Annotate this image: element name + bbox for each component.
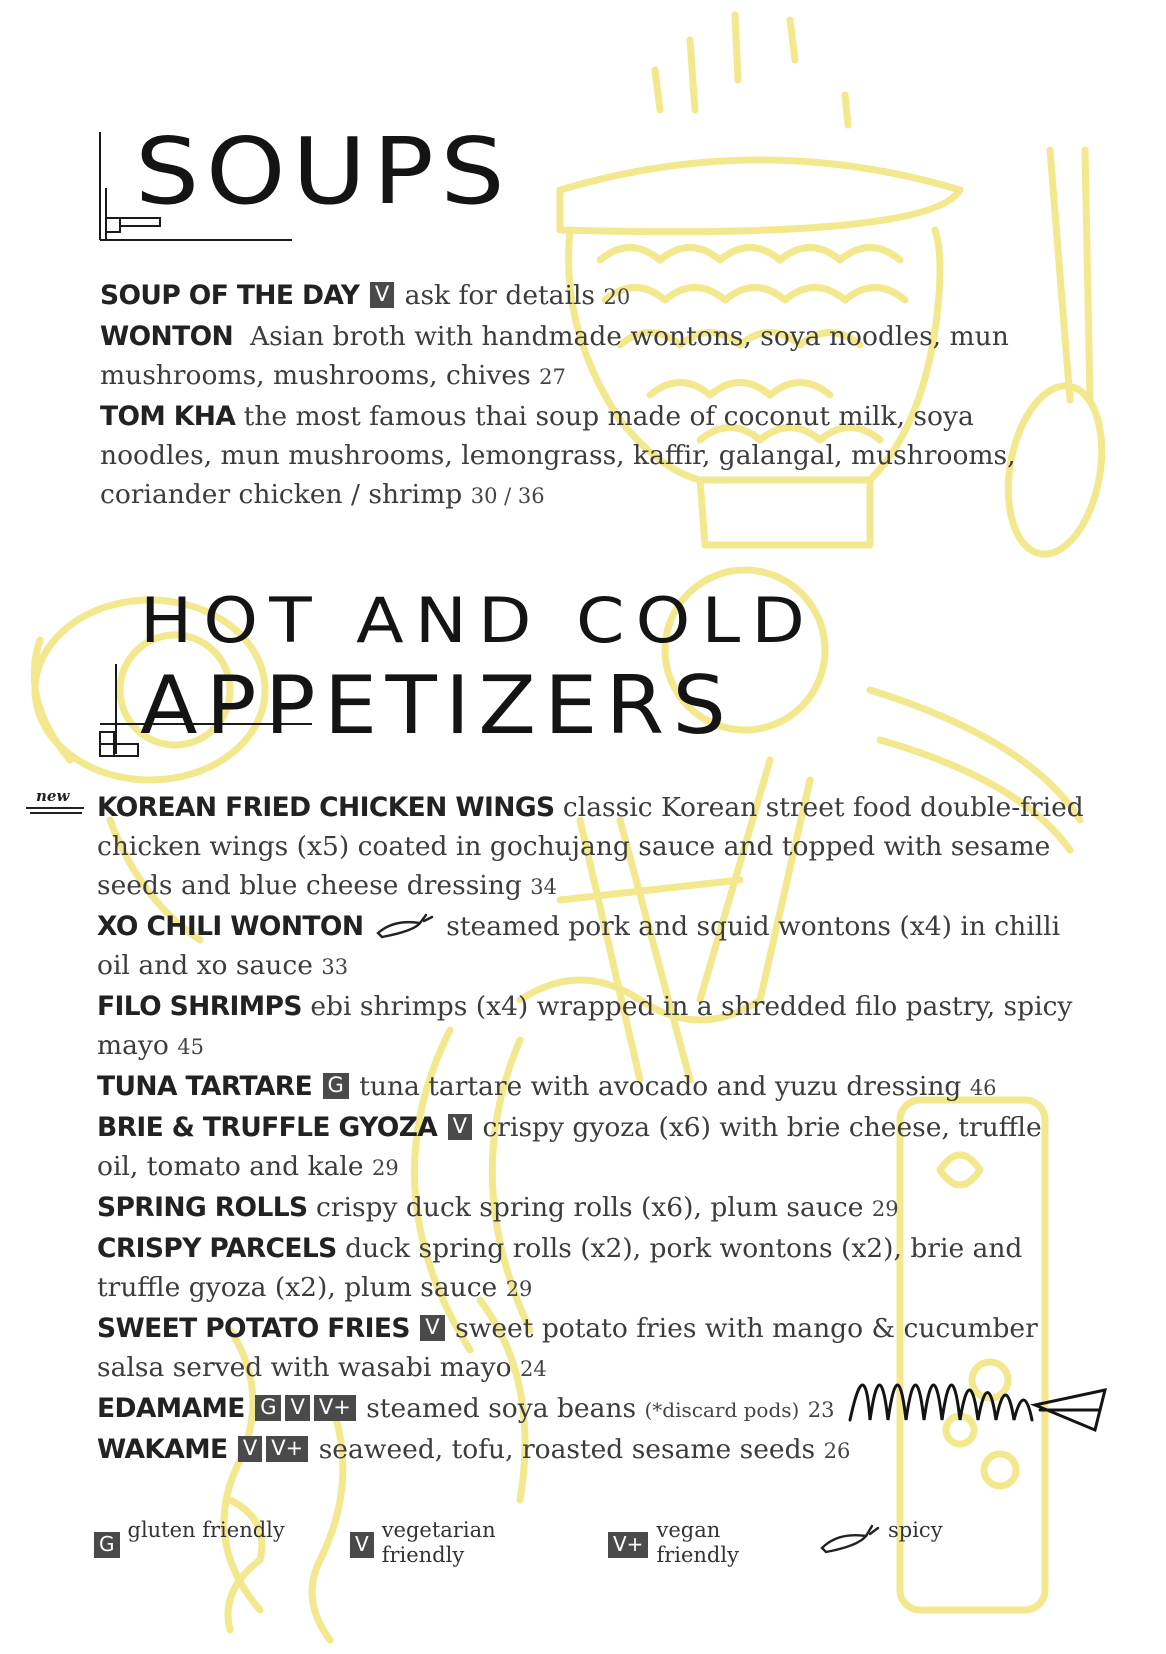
item-note: (*discard pods) <box>644 1398 800 1422</box>
chili-pepper-icon <box>818 1518 882 1554</box>
vegetarian-badge: V <box>238 1436 262 1462</box>
whisk-illustration <box>840 1350 1110 1450</box>
vegetarian-badge: V <box>448 1114 472 1140</box>
legend-vegan <box>606 1518 739 1568</box>
item-name: TUNA TARTARE <box>97 1071 313 1102</box>
item-name: FILO SHRIMPS <box>97 991 302 1022</box>
appetizers-heading-line2: APPETIZERS <box>140 659 735 752</box>
menu-item <box>97 987 1087 1067</box>
item-price: 27 <box>539 365 566 389</box>
item-name: WONTON <box>100 321 234 352</box>
vegetarian-badge: V <box>285 1395 309 1421</box>
chili-pepper-icon <box>374 909 436 939</box>
item-price: 29 <box>505 1277 533 1301</box>
menu-item <box>97 907 1087 987</box>
item-name: SOUP OF THE DAY <box>100 280 360 311</box>
item-name: KOREAN FRIED CHICKEN WINGS <box>97 792 555 823</box>
item-description: ask for details <box>404 280 596 311</box>
vegan-badge: V+ <box>266 1436 308 1462</box>
item-description: ebi shrimps (x4) wrapped in a shredded filo pastry, spicy mayo <box>97 991 1073 1061</box>
item-description: crispy gyoza (x6) with brie cheese, truffle oil, tomato and kale <box>97 1112 1042 1182</box>
item-price: 45 <box>177 1035 205 1059</box>
item-price: 29 <box>372 1156 399 1180</box>
item-price: 46 <box>969 1076 997 1100</box>
item-name: EDAMAME <box>97 1393 245 1424</box>
gluten-badge: G <box>255 1395 281 1421</box>
item-name: WAKAME <box>97 1434 228 1465</box>
menu-item <box>100 317 1090 397</box>
item-name: SWEET POTATO FRIES <box>97 1313 410 1344</box>
item-description: sweet potato fries with mango & cucumber salsa served with wasabi mayo <box>97 1313 1038 1383</box>
item-price: 29 <box>871 1197 899 1221</box>
legend-label: vegan <box>656 1518 721 1542</box>
legend-gluten <box>92 1518 285 1558</box>
soups-heading: SOUPS <box>135 118 512 225</box>
vegan-badge: V+ <box>314 1395 356 1421</box>
item-price: 30 / 36 <box>470 484 545 508</box>
vegetarian-badge: V <box>420 1315 444 1341</box>
item-description: the most famous thai soup made of coconut milk, soya noodles, mun mushrooms, lemongrass, kaffir, galangal, mushrooms, coriander chicken / shrimp <box>100 401 1016 510</box>
new-label-tag <box>24 787 86 818</box>
appetizers-heading-line1: HOT AND COLD <box>140 584 817 657</box>
legend-label: vegetarian <box>381 1518 496 1542</box>
vegan-badge: V+ <box>608 1532 648 1558</box>
item-description: tuna tartare with avocado and yuzu dressing <box>359 1071 962 1102</box>
legend-spicy <box>818 1518 943 1554</box>
item-description: duck spring rolls (x2), pork wontons (x2), brie and truffle gyoza (x2), plum sauce <box>97 1233 1023 1303</box>
legend-label: spicy <box>888 1518 943 1542</box>
item-name: CRISPY PARCELS <box>97 1233 337 1264</box>
new-label: new <box>36 787 70 805</box>
item-price: 26 <box>823 1439 851 1463</box>
item-price: 24 <box>520 1357 547 1381</box>
legend-label: gluten friendly <box>127 1518 285 1542</box>
vegetarian-badge: V <box>370 282 394 308</box>
item-description: steamed soya beans <box>366 1393 637 1424</box>
gluten-badge: G <box>94 1532 120 1558</box>
item-description: crispy duck spring rolls (x6), plum sauce <box>315 1192 864 1223</box>
item-price: 33 <box>321 955 349 979</box>
item-price: 20 <box>603 285 631 309</box>
item-name: TOM KHA <box>100 401 236 432</box>
item-name: SPRING ROLLS <box>97 1192 308 1223</box>
menu-item <box>97 1067 1087 1108</box>
item-name: BRIE & TRUFFLE GYOZA <box>97 1112 438 1143</box>
legend-vegetarian <box>348 1518 496 1568</box>
gluten-badge: G <box>323 1073 349 1099</box>
menu-item <box>97 1108 1087 1188</box>
item-description: steamed pork and squid wontons (x4) in chilli oil and xo sauce <box>97 911 1061 981</box>
menu-item <box>97 788 1087 907</box>
legend-label: friendly <box>381 1543 465 1567</box>
item-price: 23 <box>807 1398 835 1422</box>
legend-label: friendly <box>656 1543 739 1567</box>
item-name: XO CHILI WONTON <box>97 911 364 942</box>
item-description: Asian broth with handmade wontons, soya noodles, mun mushrooms, mushrooms, chives <box>100 321 1009 391</box>
menu-item <box>97 1188 1087 1229</box>
item-price: 34 <box>530 875 557 899</box>
soups-list <box>100 276 1090 516</box>
menu-item <box>100 276 1090 317</box>
menu-item <box>100 397 1090 516</box>
menu-item <box>97 1229 1087 1309</box>
vegetarian-badge: V <box>350 1532 374 1558</box>
item-description: classic Korean street food double-fried chicken wings (x5) coated in gochujang sauce and topped with sesame seeds and blue cheese dressing <box>97 792 1084 901</box>
item-description: seaweed, tofu, roasted sesame seeds <box>318 1434 816 1465</box>
